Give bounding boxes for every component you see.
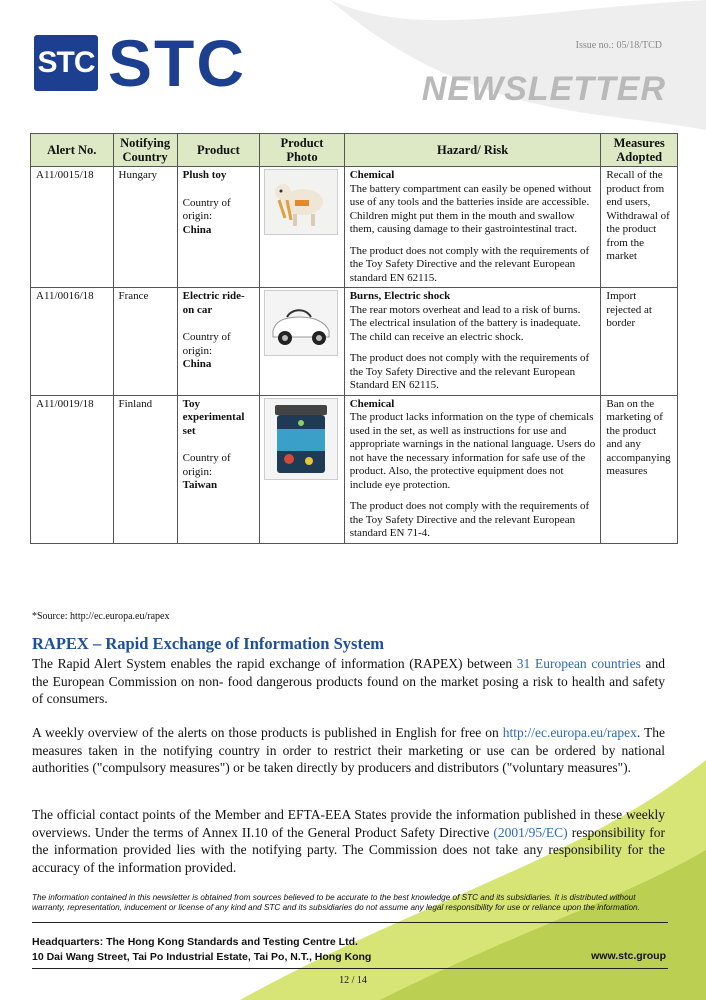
header-photo: Product Photo (260, 134, 345, 167)
text-span: responsibility for the information provided lies with the notifying party. The Commission does not take any responsibility for the accuracy of the information provided. (32, 824, 665, 875)
hazard-cell (344, 167, 601, 288)
alert-no: A11/0019/18 (31, 395, 114, 543)
measures: Ban on the marketing of the product and any accompanying measures (601, 395, 678, 543)
footer-divider-bottom (32, 968, 668, 969)
text-span: . The measures taken in the notifying country in order to restrict their marketing or use can be ordered by national authorities ("compulsory measures") or be taken directly by producers and distributors ("voluntary measures"). (32, 725, 665, 775)
compliance-note: The product does not comply with the requirements of the Toy Safety Directive and the relevant European Standard EN 62115. (349, 352, 590, 391)
issue-number: Issue no.: 05/18/TCD (575, 40, 662, 51)
origin-country: Taiwan (182, 479, 218, 491)
origin-label: Country of origin: (182, 331, 231, 357)
newsletter-title: NEWSLETTER (421, 70, 666, 108)
page-number: 12 / 14 (339, 975, 367, 986)
origin-label: Country of origin: (182, 196, 231, 222)
country: France (113, 288, 177, 396)
product-cell (177, 395, 260, 543)
measures: Recall of the product from end users, Withdrawal of the product from the market (601, 167, 678, 288)
origin-country: China (182, 358, 212, 370)
country: Finland (113, 395, 177, 543)
stc-logo-text: STC (108, 26, 246, 100)
stc-logo (34, 26, 246, 100)
hazard-cell (344, 395, 601, 543)
rapex-paragraph-2 (32, 724, 665, 777)
photo-cell (260, 167, 345, 288)
countries-link[interactable]: 31 European countries (516, 656, 641, 671)
product-cell (177, 167, 260, 288)
table-header-row (31, 134, 678, 167)
text-span: and the European Commission on non- food dangerous products found on the market posing a risk to health and safety of consumers. (32, 656, 665, 706)
header-product: Product (177, 134, 260, 167)
product-name: Electric ride-on car (182, 290, 245, 316)
compliance-note: The product does not comply with the requirements of the Toy Safety Directive and the relevant European standard EN 62115. (349, 244, 590, 284)
alert-no: A11/0015/18 (31, 167, 114, 288)
table-row (31, 395, 678, 543)
product-name: Toy experimental set (182, 397, 245, 437)
rapex-paragraph-1 (32, 655, 665, 708)
hazard-type: Burns, Electric shock (349, 290, 451, 302)
plush-toy-photo (264, 169, 338, 235)
website-link[interactable]: www.stc.group (591, 950, 666, 962)
hq-line-1: Headquarters: The Hong Kong Standards and Testing Centre Ltd. (32, 936, 358, 948)
compliance-note: The product does not comply with the requirements of the Toy Safety Directive and the relevant European standard EN 71-4. (349, 500, 590, 539)
measures: Import rejected at border (601, 288, 678, 396)
disclaimer: The information contained in this newsletter is obtained from sources believed to be accurate to the best knowledge of STC and its subsidiaries. It is distributed without warranty, representation, inducement or license of any kind and STC and its subsidiaries do not assume any legal responsibility for use or reliance upon the information. (32, 893, 640, 912)
origin-label: Country of origin: (182, 452, 231, 478)
country: Hungary (113, 167, 177, 288)
directive-link[interactable]: (2001/95/EC) (493, 824, 568, 840)
footer-divider (32, 922, 668, 923)
text-span: The official contact points of the Member and EFTA-EEA States provide the information published in these weekly overviews. Under the terms of Annex II.10 of the General Product Safety Directive (32, 807, 665, 840)
photo-cell (260, 395, 345, 543)
hazard-description: The rear motors overheat and lead to a risk of burns. The electrical insulation of the battery is inadequate. The child can receive an electric shock. (349, 303, 581, 343)
experimental-set-photo (264, 398, 338, 480)
ride-on-car-photo (264, 290, 338, 356)
alerts-table (30, 133, 678, 544)
product-name: Plush toy (182, 169, 227, 181)
headquarters-address (32, 935, 371, 965)
rapex-heading: RAPEX – Rapid Exchange of Information System (32, 634, 385, 653)
source-note: *Source: http://ec.europa.eu/rapex (32, 611, 170, 622)
text-span: The Rapid Alert System enables the rapid exchange of information (RAPEX) between (32, 656, 517, 671)
hazard-type: Chemical (349, 169, 395, 181)
hazard-description: The battery compartment can easily be opened without use of any tools and the batteries inside are accessible. Children might put them in the mouth and swallow them, causing damage to their gastrointestinal tract. (349, 182, 592, 235)
header-country: Notifying Country (113, 134, 177, 167)
header-alert-no: Alert No. (31, 134, 114, 167)
hazard-type: Chemical (349, 397, 395, 410)
header-hazard: Hazard/ Risk (344, 134, 601, 167)
alert-no: A11/0016/18 (31, 288, 114, 396)
table-row (31, 167, 678, 288)
rapex-link[interactable]: http://ec.europa.eu/rapex (502, 725, 637, 740)
product-cell (177, 288, 260, 396)
origin-country: China (182, 223, 212, 236)
stc-logo-mark: STC (34, 35, 98, 91)
text-span: A weekly overview of the alerts on those products is published in English for free on (32, 725, 503, 740)
photo-cell (260, 288, 345, 396)
hazard-cell (344, 288, 601, 396)
header-measures: Measures Adopted (601, 134, 678, 167)
hq-line-2: 10 Dai Wang Street, Tai Po Industrial Estate, Tai Po, N.T., Hong Kong (32, 951, 372, 963)
hazard-description: The product lacks information on the type of chemicals used in the set, as well as instructions for use and appropriate warnings in the national language. Users do not have the necessary information for safe use of the product. Also, the protective equipment does not include eye protection. (349, 411, 596, 491)
rapex-paragraph-3 (32, 806, 665, 876)
table-row (31, 288, 678, 396)
